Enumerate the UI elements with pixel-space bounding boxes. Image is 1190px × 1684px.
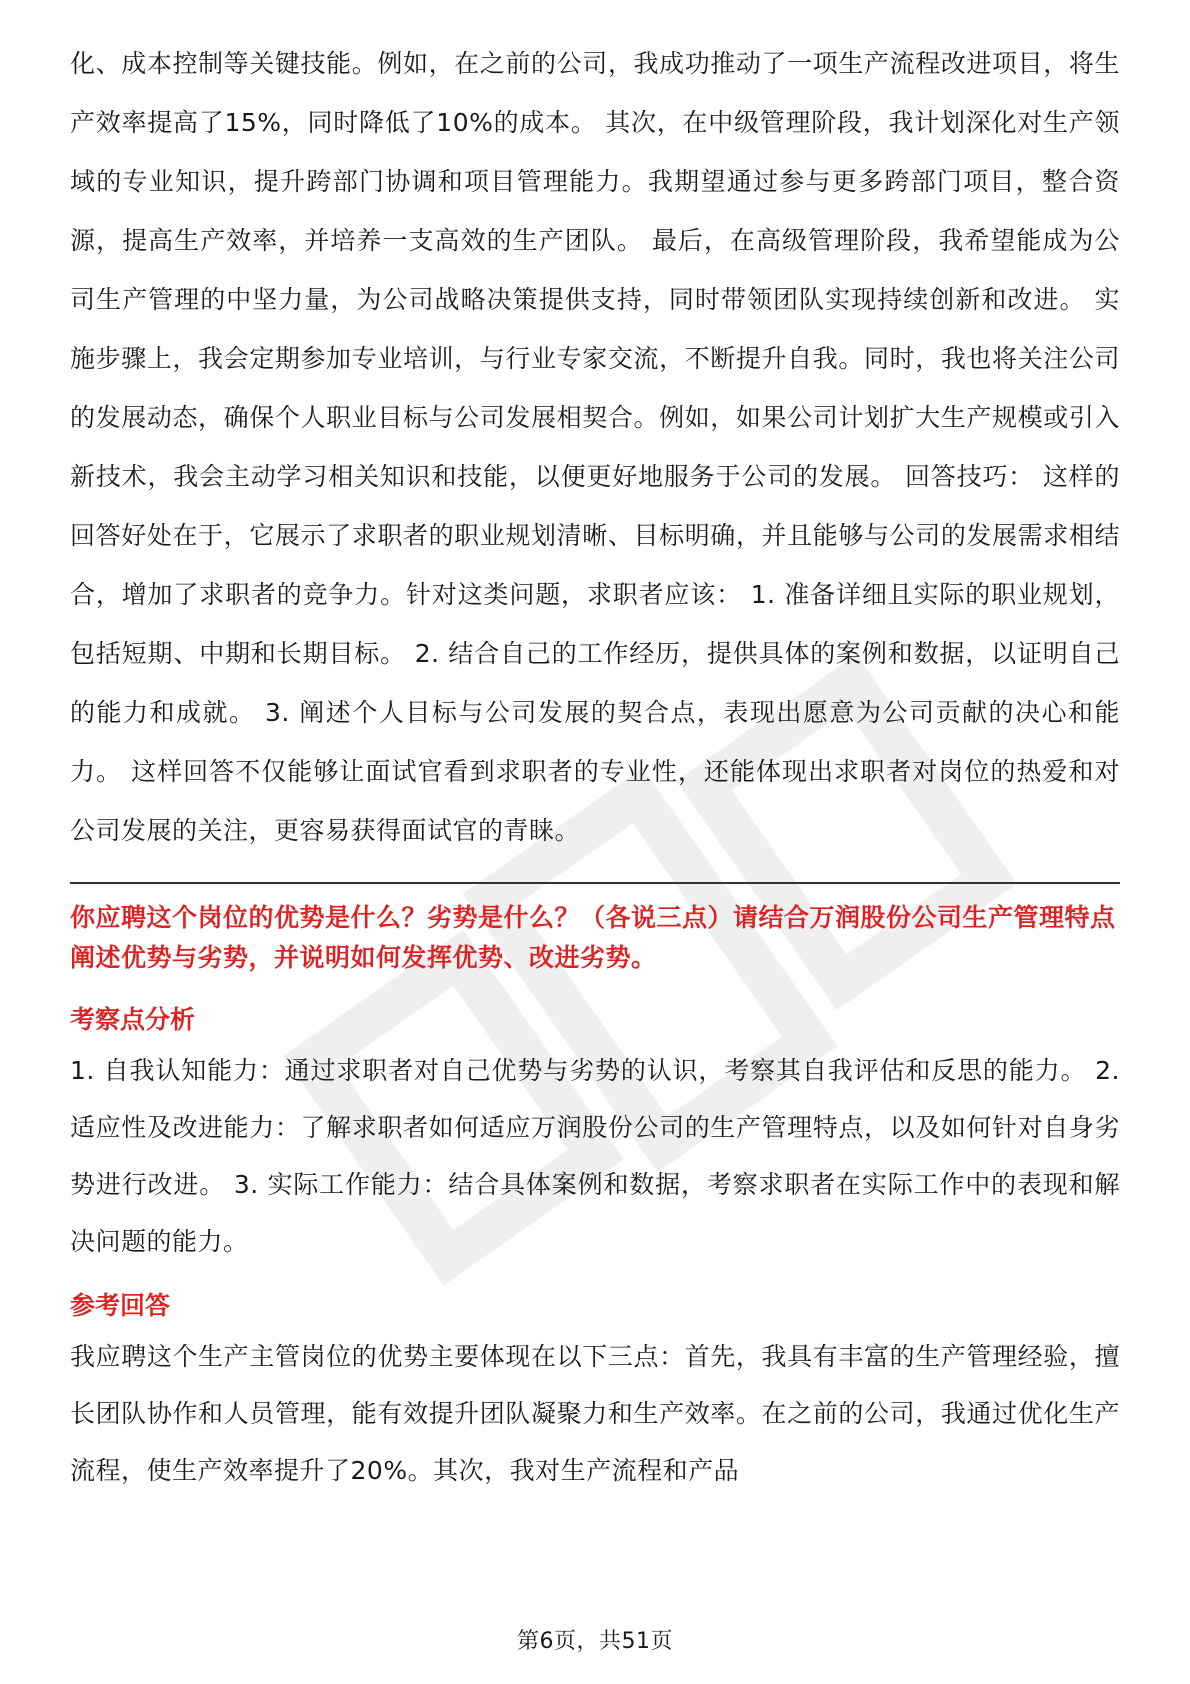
answer-text: 我应聘这个生产主管岗位的优势主要体现在以下三点：首先，我具有丰富的生产管理经验，擅长团队协作和人员管理，能有效提升团队凝聚力和生产效率。在之前的公司，我通过优化生产流程，使生产效率提升了20%。其次，我对生产流程和产品 <box>70 1342 1120 1485</box>
section-divider <box>70 882 1120 884</box>
answer-heading: 参考回答 <box>70 1291 171 1320</box>
document-page <box>70 34 1120 1499</box>
analysis-text: 1. 自我认知能力：通过求职者对自己优势与劣势的认识，考察其自我评估和反思的能力。 2. 适应性及改进能力：了解求职者如何适应万润股份公司的生产管理特点，以及如何针对自身劣势进行改进。 3. 实际工作能力：结合具体案例和数据，考察求职者在实际工作中的表现和解决问题的能力。 <box>70 1056 1120 1256</box>
analysis-heading: 考察点分析 <box>70 1005 196 1034</box>
interview-question: 你应聘这个岗位的优势是什么？劣势是什么？（各说三点）请结合万润股份公司生产管理特点阐述优势与劣势，并说明如何发挥优势、改进劣势。 <box>70 903 1116 972</box>
page-number: 第6页，共51页 <box>517 1629 673 1654</box>
intro-paragraph: 化、成本控制等关键技能。例如，在之前的公司，我成功推动了一项生产流程改进项目，将生产效率提高了15%，同时降低了10%的成本。 其次，在中级管理阶段，我计划深化对生产领域的专业知识，提升跨部门协调和项目管理能力。我期望通过参与更多跨部门项目，整合资源，提高生产效率，并培养一支高效的生产团队。 最后，在高级管理阶段，我希望能成为公司生产管理的中坚力量，为公司战略决策提供支持，同时带领团队实现持续创新和改进。 实施步骤上，我会定期参加专业培训，与行业专家交流，不断提升自我。同时，我也将关注公司的发展动态，确保个人职业目标与公司发展相契合。例如，如果公司计划扩大生产规模或引入新技术，我会主动学习相关知识和技能，以便更好地服务于公司的发展。 回答技巧： 这样的回答好处在于，它展示了求职者的职业规划清晰、目标明确，并且能够与公司的发展需求相结合，增加了求职者的竞争力。针对这类问题，求职者应该： 1. 准备详细且实际的职业规划，包括短期、中期和长期目标。 2. 结合自己的工作经历，提供具体的案例和数据，以证明自己的能力和成就。 3. 阐述个人目标与公司发展的契合点，表现出愿意为公司贡献的决心和能力。 这样回答不仅能够让面试官看到求职者的专业性，还能体现出求职者对岗位的热爱和对公司发展的关注，更容易获得面试官的青睐。 <box>70 49 1120 845</box>
